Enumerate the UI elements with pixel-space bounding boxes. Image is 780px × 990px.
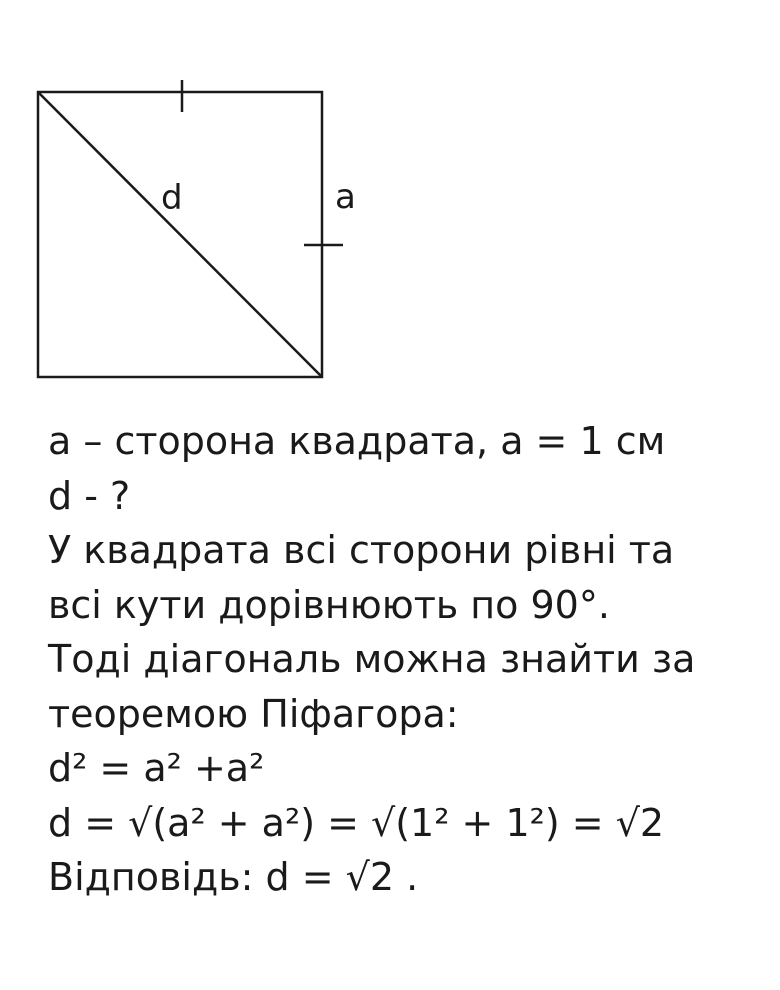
given-line: a – сторона квадрата, a = 1 см — [48, 419, 666, 463]
square-diagram — [0, 0, 780, 400]
explanation-line-1: У квадрата всі сторони рівні та — [48, 528, 675, 572]
solution-text — [48, 414, 768, 905]
find-line: d - ? — [48, 473, 131, 518]
diagonal-line — [38, 92, 322, 377]
explanation-line-3: Тоді діагональ можна знайти за — [48, 637, 696, 681]
explanation-line-2: всі кути дорівнюють по 90°. — [48, 582, 610, 627]
explanation-line-4: теоремою Піфагора: — [48, 691, 459, 736]
answer-line: Відповідь: d = √2 . — [48, 855, 419, 899]
calculation-line: d = √(a² + a²) = √(1² + 1²) = √2 — [48, 800, 665, 845]
side-label: a — [335, 177, 356, 217]
diagonal-label: d — [161, 178, 183, 218]
formula-line: d² = a² +a² — [48, 746, 265, 790]
